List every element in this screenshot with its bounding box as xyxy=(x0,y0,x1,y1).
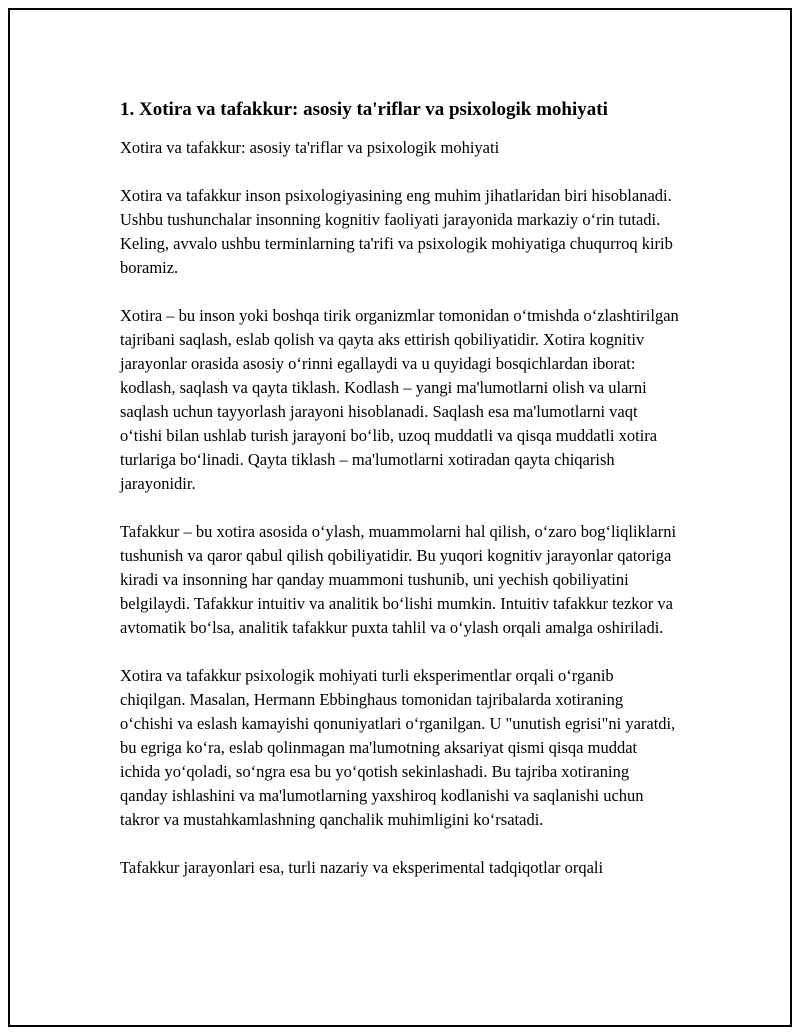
paragraph-experiments: Xotira va tafakkur psixologik mohiyati turli eksperimentlar orqali o‘rganib chiqilgan. Masalan, Hermann Ebbinghaus tomonidan tajribalarda xotiraning o‘chishi va eslash kamayishi qonuniyatlari o‘rganilgan. U "unutish egrisi"ni yaratdi, bu egriga ko‘ra, eslab qolinmagan ma'lumotning aksariyat qismi qisqa muddat ichida yo‘qoladi, so‘ngra esa bu yo‘qotish sekinlashadi. Bu tajriba xotiraning qanday ishlashini va ma'lumotlarning yaxshiroq kodlanishi va saqlanishi uchun takror va mustahkamlashning qanchalik muhimligini ko‘rsatadi. xyxy=(120,666,676,829)
document-title: 1. Xotira va tafakkur: asosiy ta'riflar va psixologik mohiyati xyxy=(120,99,608,120)
page-frame xyxy=(8,8,792,1027)
paragraph-thinking: Tafakkur – bu xotira asosida o‘ylash, muammolarni hal qilish, o‘zaro bog‘liqliklarni tushunish va qaror qabul qilish qobiliyatidir. Bu yuqori kognitiv jarayonlar qatoriga kiradi va insonning har qanday muammoni tushunib, uni yechish qobiliyatini belgilaydi. Tafakkur intuitiv va analitik bo‘lishi mumkin. Intuitiv tafakkur tezkor va avtomatik bo‘lsa, analitik tafakkur puxta tahlil va o‘ylash orqali amalga oshiriladi. xyxy=(120,522,677,637)
paragraph-intro: Xotira va tafakkur inson psixologiyasining eng muhim jihatlaridan biri hisoblanadi. Ushbu tushunchalar insonning kognitiv faoliyati jarayonida markaziy o‘rin tutadi. Keling, avvalo ushbu terminlarning ta'rifi va psixologik mohiyatiga chuqurroq kirib boramiz. xyxy=(120,186,673,277)
paragraph-thinking-processes: Tafakkur jarayonlari esa, turli nazariy va eksperimental tadqiqotlar orqali xyxy=(120,858,604,877)
paragraph-memory: Xotira – bu inson yoki boshqa tirik organizmlar tomonidan o‘tmishda o‘zlashtirilgan tajribani saqlash, eslab qolish va qayta aks ettirish qobiliyatidir. Xotira kognitiv jarayonlar orasida asosiy o‘rinni egallaydi va u quyidagi bosqichlardan iborat: kodlash, saqlash va qayta tiklash. Kodlash – yangi ma'lumotlarni olish va ularni saqlash uchun tayyorlash jarayoni hisoblanadi. Saqlash esa ma'lumotlarni vaqt o‘tishi bilan ushlab turish jarayoni bo‘lib, uzoq muddatli va qisqa muddatli xotira turlariga bo‘linadi. Qayta tiklash – ma'lumotlarni xotiradan qayta chiqarish jarayonidir. xyxy=(120,306,679,493)
document-subtitle: Xotira va tafakkur: asosiy ta'riflar va psixologik mohiyati xyxy=(120,138,500,157)
document-body xyxy=(120,98,680,904)
